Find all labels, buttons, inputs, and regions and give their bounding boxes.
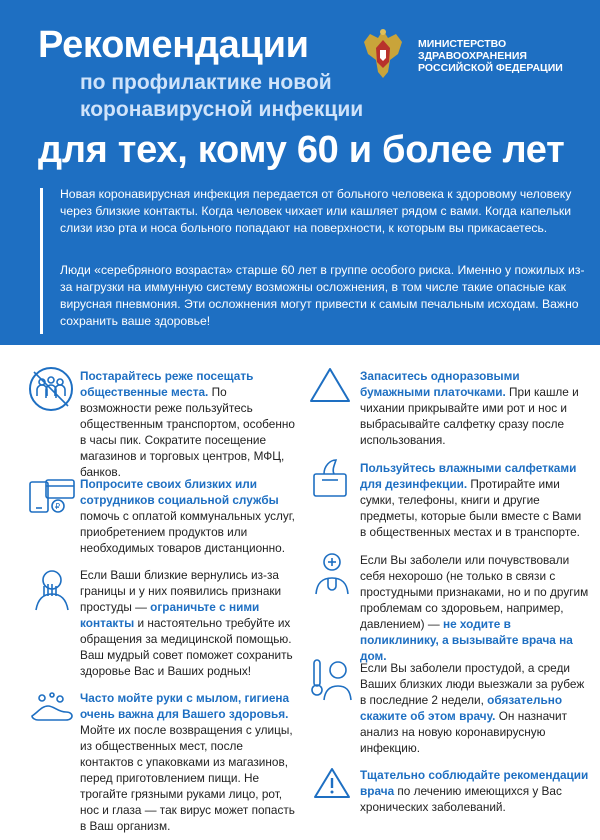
svg-text:₽: ₽ xyxy=(55,502,61,511)
stop-hand-icon xyxy=(30,566,74,612)
wet-wipes-box-icon xyxy=(310,456,350,500)
tip-wet-wipes: Пользуйтесь влажными салфетками для дезинфекции. Протирайте ими сумки, телефоны, книги и другие предметы, которые были вместе с Вами в общественных местах и в транспорте. xyxy=(360,461,582,539)
intro-paragraph-2: Люди «серебряного возраста» старше 60 лет в группе особого риска. Именно у пожилых из-за нагрузки на иммунную систему возможны осложнения, в том числе такие опасные как вирусная пневмония. Эти осложнения могут привести к самым печальным исходам. Важно сохранить ваше здоровье! xyxy=(60,263,585,328)
alert-exclamation-icon xyxy=(312,766,352,800)
tip-call-doctor-home: Если Вы заболели или почувствовали себя нехорошо (не только в связи с простудными признаками, но и по другим проблемам со здоровьем, например, давлением) — не ходите в поликлинику, а вызывайте врача на дом. xyxy=(360,553,589,663)
ministry-name: МИНИСТЕРСТВО ЗДРАВООХРАНЕНИЯ РОССИЙСКОЙ ФЕДЕРАЦИИ xyxy=(418,38,563,74)
tip-ask-relatives: Попросите своих близких или сотрудников социальной службы помочь с оплатой коммунальных услуг, приобретением продуктов или необходимых товаров дистанционно. xyxy=(80,477,295,555)
doctor-icon xyxy=(312,550,352,596)
intro-divider-bar xyxy=(40,188,43,334)
tip-tell-doctor-travel: Если Вы заболели простудой, а среди Ваших близких люди выезжали за рубеж в последние 2 недели, обязательно скажите об этом врачу. Он назначит анализ на новую коронавирусную инфекцию. xyxy=(360,661,585,755)
eagle-emblem-icon xyxy=(358,26,408,82)
tip-limit-contacts: Если Ваши близкие вернулись из-за границы и у них появились признаки простуды — ограничьте с ними контакты и настоятельно требуйте их обращения за медицинской помощью. Ваш мудрый совет поможет сохранить здоровье Вас и Ваших родных! xyxy=(80,568,293,678)
phone-card-icon xyxy=(28,476,76,516)
tip-avoid-public-places: Постарайтесь реже посещать общественные места. По возможности реже пользуйтесь общественным транспортом, особенно в часы пик. Сократите посещение магазинов и торговых центров, МФЦ, банков. xyxy=(80,369,295,479)
subtitle-line-1: по профилактике новой xyxy=(80,71,332,94)
audience-title: для тех, кому 60 и более лет xyxy=(38,129,565,171)
subtitle-line-2: коронавирусной инфекции xyxy=(80,98,364,121)
page-title: Рекомендации xyxy=(38,24,309,66)
intro-paragraph-1: Новая коронавирусная инфекция передается от больного человека к здоровому человеку через близкие контакты. Когда человек чихает или кашляет рядом с вами. Когда капельки слизи изо рта и носа больного попадают на поверхности, к которым вы прикасаетесь. xyxy=(60,187,572,235)
tip-follow-doctor: Тщательно соблюдайте рекомендации врача по лечению имеющихся у Вас хронических заболеваний. xyxy=(360,768,589,814)
header-banner xyxy=(0,0,600,345)
hand-wash-icon xyxy=(28,690,76,726)
tip-paper-tissues: Запаситесь одноразовыми бумажными платочками. При кашле и чихании прикрывайте ими рот и нос и выбрасывайте салфетку сразу после использования. xyxy=(360,369,579,447)
warning-triangle-icon xyxy=(308,366,352,404)
sick-person-thermometer-icon xyxy=(310,656,352,702)
crowd-icon xyxy=(28,366,74,412)
tip-wash-hands: Часто мойте руки с мылом, гигиена очень важна для Вашего здоровья. Мойте их после возвращения с улицы, из общественных мест, после контактов с упаковками из магазинов, перед приготовлением пищи. Не трогайте грязными руками лицо, рот, нос и глаза — так вирус может попасть в Ваш организм. xyxy=(80,691,295,833)
